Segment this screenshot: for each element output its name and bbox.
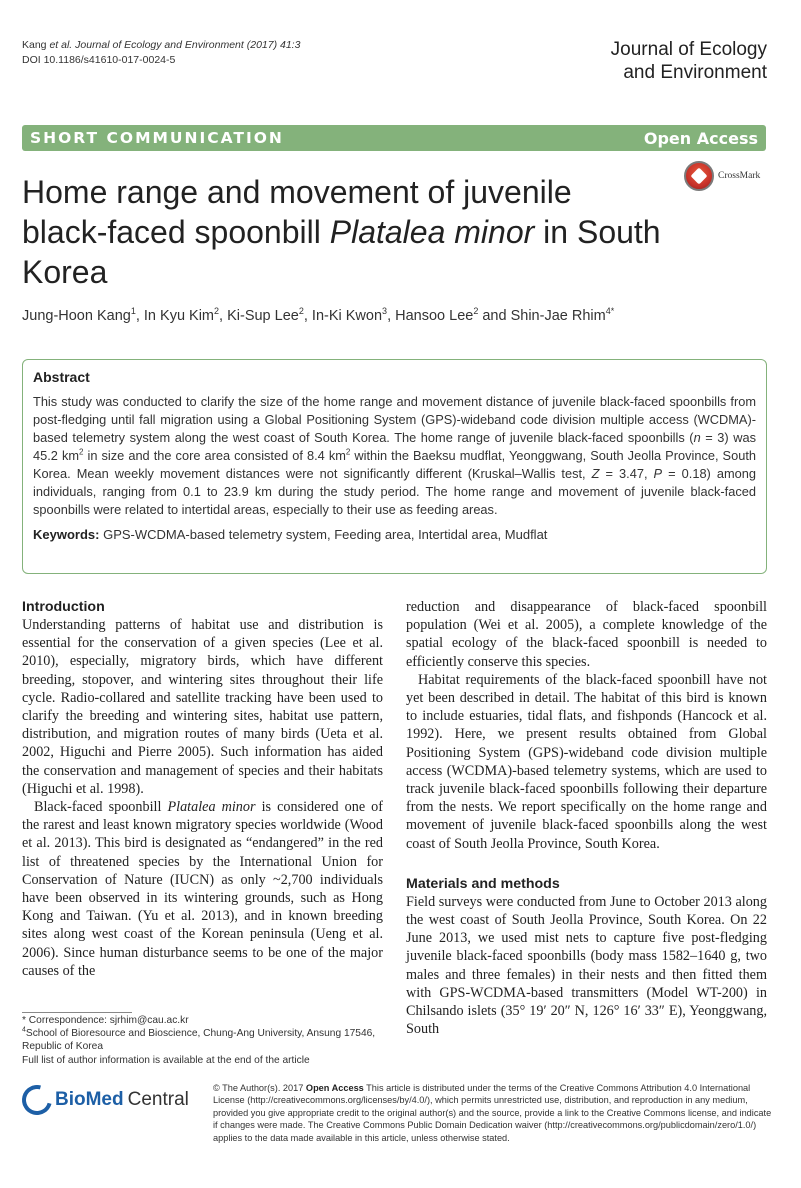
footnote-divider <box>22 1012 132 1013</box>
keywords <box>33 526 756 544</box>
crossmark-icon <box>684 161 714 191</box>
citation-etal: et al. <box>49 39 73 51</box>
title-species: Platalea minor <box>329 214 535 250</box>
author[interactable]: Ki-Sup Lee$^2$, <box>227 306 312 324</box>
title-text-end: in South Korea <box>22 214 661 290</box>
license-statement: © The Author(s). 2017 Open Access This article is distributed under the terms of the Creative Commons Attribution 4.0 International License (http://creativecommons.org/licenses/by/4.0/), which permits unrestricted use, distribution, and reproduction in any medium, provided you give appropriate credit to the original author(s) and the source, provide a link to the Creative Commons license, and indicate if changes were made. The Creative Commons Public Domain Dedication waiver (http://creativecommons.org/publicdomain/zero/1.0/) applies to the data made available in this article, unless otherwise stated. <box>213 1083 772 1143</box>
paragraph: reduction and disappearance of black-faced spoonbill population (Wei et al. 2005), a complete knowledge of the spatial ecology of the black-faced spoonbill is needed to efficiently conserve this species. <box>406 599 767 670</box>
affiliation-note: $^4$School of Bioresource and Bioscience, Chung-Ang University, Ansung 17546, Republic of Korea <box>22 1026 376 1053</box>
abstract-text: This study was conducted to clarify the size of the home range and movement distance of juvenile black-faced spoonbills from post-fledging until fall migration using a Global Positioning System (GPS)-wideband code division multiple access (WCDMA)-based telemetry system along the west coast of South Korea. The home range of juvenile black-faced spoonbills (n = 3) was 45.2 $km^2$ in size and the core area consisted of 8.4 $km^2$ within the Baeksu mudflat, Yeonggwang, South Jeolla Province, South Korea. Mean weekly movement distances were not significantly different (Kruskal–Wallis test, Z = 3.47, P = 0.18) among individuals, ranging from 0.1 to 23.9 km during the study period. The home range and movement of juvenile black-faced spoonbills were related to intertidal areas, especially to their use as feeding areas. <box>33 394 756 517</box>
crossmark-button[interactable] <box>684 161 760 191</box>
citation-line <box>22 38 300 53</box>
article-type-label: SHORT COMMUNICATION <box>30 129 284 147</box>
keywords-list: GPS-WCDMA-based telemetry system, Feeding area, Intertidal area, Mudflat <box>99 527 548 542</box>
title-text: Home range and movement of juvenile black-faced spoonbill <box>22 174 572 250</box>
logo-text-bold: BioMed <box>55 1089 124 1110</box>
open-access-label: Open Access <box>643 128 758 148</box>
author[interactable]: Jung-Hoon Kang$^1$, <box>22 306 144 324</box>
author[interactable]: Shin-Jae Rhim$^{4*}$ <box>510 306 615 324</box>
body-column-left <box>22 598 383 980</box>
keywords-label: Keywords: <box>33 527 100 542</box>
paragraph: Habitat requirements of the black-faced spoonbill have not yet been described in detail. The habitat of this bird is known to include estuaries, tidal flats, and fishponds (Hancock et al. 1992). Here, we present results obtained from Global Positioning System (GPS)-wideband code division multiple access (WCDMA)-based telemetry systems, which are used to track juvenile black-faced spoonbills following their departure from the nests. We report specifically on the home range and movement of juvenile black-faced spoonbills along the west coast of South Jeolla Province, South Korea. <box>406 671 767 852</box>
journal-name-line1: Journal of Ecology <box>610 39 767 60</box>
section-heading-introduction: Introduction <box>22 599 105 615</box>
biomed-ring-icon <box>17 1080 58 1121</box>
crossmark-label: CrossMark <box>718 171 761 181</box>
author-info-note: Full list of author information is available at the end of the article <box>22 1054 310 1066</box>
author[interactable]: In Kyu Kim$^2$, <box>143 306 228 324</box>
abstract-box <box>22 359 767 574</box>
abstract-heading: Abstract <box>33 369 90 385</box>
logo-text: Central <box>127 1089 189 1110</box>
paragraph: Black-faced spoonbill Platalea minor is considered one of the rarest and least known migratory species worldwide (Wood et al. 2013). This bird is designated as “endangered” in the red list of threatened species by the International Union for Conservation of Nature (IUCN) as only ~2,700 individuals have been observed in its wintering grounds, such as Hong Kong and Taiwan. (Yu et al. 2013), and in known breeding sites along west coast of the Korean peninsula (Ueng et al. 2006). Since human disturbance seems to be one of the major causes of the <box>22 799 383 979</box>
article-citation <box>22 38 300 68</box>
doi-link[interactable]: DOI 10.1186/s41610-017-0024-5 <box>22 54 176 66</box>
footnotes <box>22 1014 392 1067</box>
body-column-right <box>406 598 767 1038</box>
author[interactable]: Hansoo Lee$^2$ and <box>395 306 511 324</box>
author[interactable]: In-Ki Kwon$^3$, <box>311 306 396 324</box>
biomed-central-logo[interactable] <box>22 1085 189 1115</box>
author-list <box>22 306 762 326</box>
journal-name <box>611 38 767 84</box>
citation-author: Kang <box>22 39 50 51</box>
article-type-bar <box>22 125 766 151</box>
citation-journal: Journal of Ecology and Environment (2017) 41:3 <box>72 39 301 51</box>
paragraph: Field surveys were conducted from June to October 2013 along the west coast of South Jeolla Province, South Korea. On 22 June 2013, we used mist nets to capture five post-fledging juvenile black-faced spoonbills (body mass 1582–1640 g, two males and three females) in their nests and then fitted them with GPS-WCDMA-based transmitters (Model WT-200) in Chilsando islets (35° 19′ 20″ N, 126° 16′ 33″ E), Yeonggwang, South <box>406 893 767 1038</box>
correspondence-note[interactable]: * Correspondence: sjrhim@cau.ac.kr <box>22 1015 189 1026</box>
journal-name-line2: and Environment <box>623 62 767 83</box>
paragraph: Understanding patterns of habitat use and distribution is essential for the conservation of a given species (Lee et al. 2010), especially, migratory birds, which have different breeding, stopover, and wintering sites throughout their life cycle. Radio-collared and satellite tracking have been used to clarify the breeding and wintering sites, habitat use pattern, distribution, and migration routes of many birds (Ueta et al. 2002, Higuchi and Pierre 2005). Such information has aided the conservation and management of species and their habitats (Higuchi et al. 1998). <box>22 617 383 797</box>
article-title <box>22 172 662 292</box>
section-heading-methods: Materials and methods <box>406 875 560 892</box>
